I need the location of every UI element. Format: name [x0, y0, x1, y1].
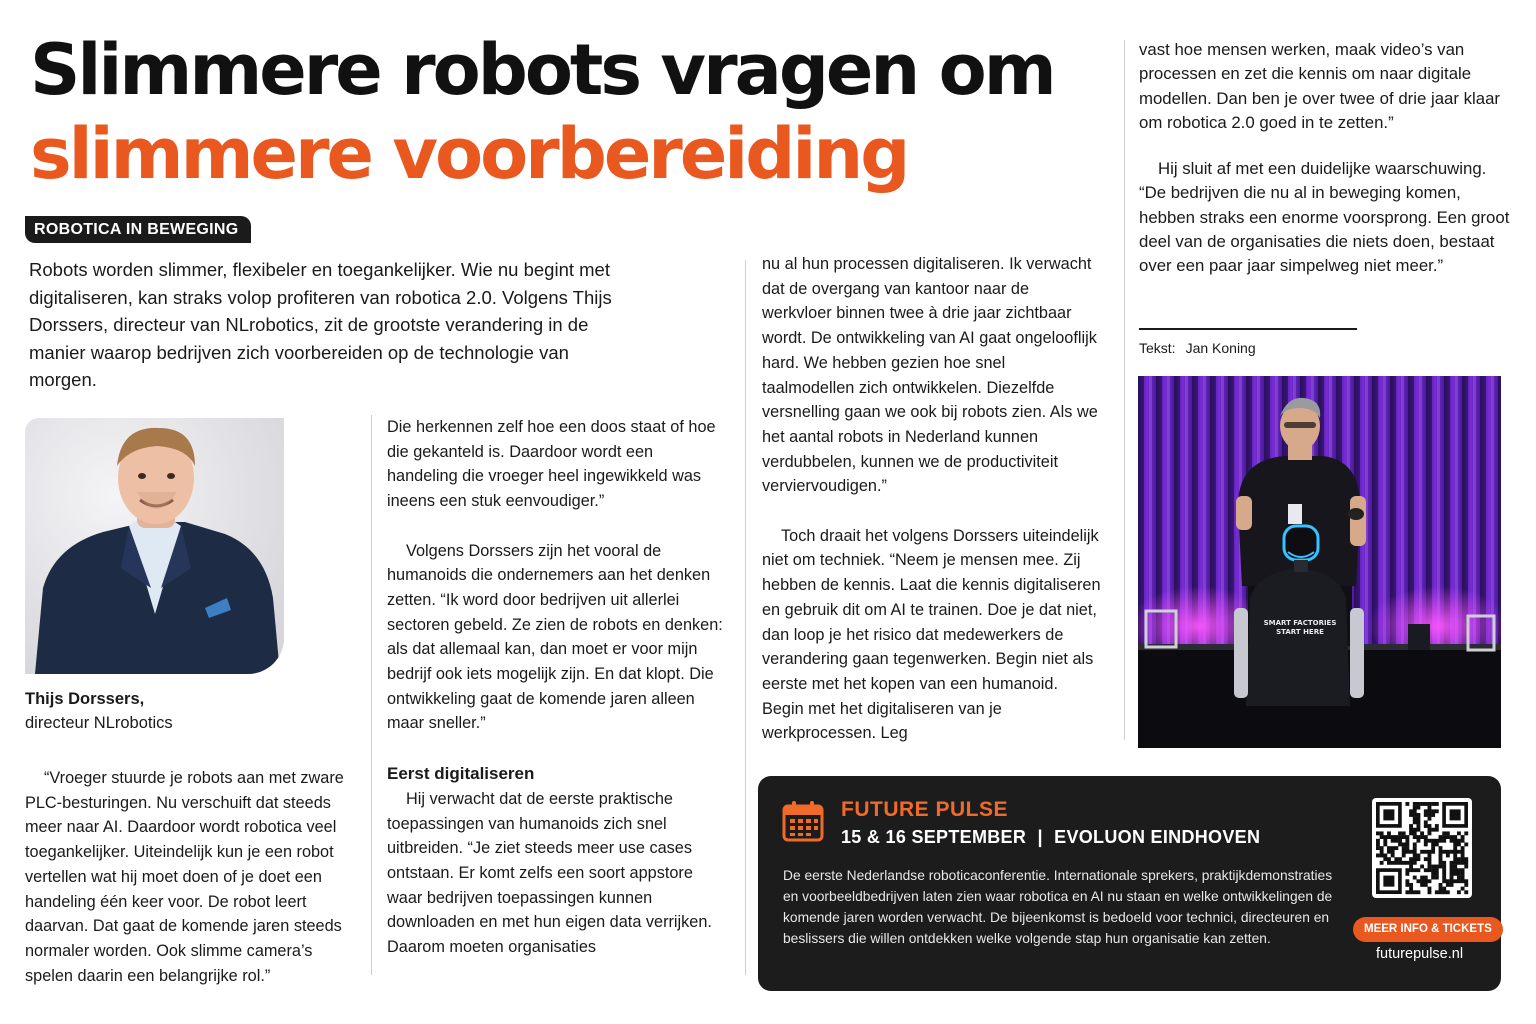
stage-illustration	[1138, 376, 1501, 748]
lead-paragraph: Robots worden slimmer, flexibeler en toegankelijker. Wie nu begint met digitaliseren, kan straks volop profiteren van robotica 2.0. Volgens Thijs Dorssers, directeur van NLrobotics, zit de grootste verandering in de manier waarop bedrijven zich voorbereiden op de technologie van morgen.	[29, 259, 612, 390]
article-paragraph: Volgens Dorssers zijn het vooral de humanoids die ondernemers aan het denken zetten. “Ik word door bedrijven uit allerlei sectoren gebeld. Ze zien de robots en denken: als dat allemaal kan, dan moet er voor mijn bedrijf ook iets mogelijk zijn. En dat klopt. Die ontwikkeling gaat de komende jaren alleen maar sneller.”	[387, 541, 723, 733]
event-box	[758, 776, 1501, 991]
subheading: Eerst digitaliseren	[387, 763, 535, 783]
column-divider	[1124, 40, 1125, 740]
event-date-line	[841, 827, 1260, 848]
article-paragraph: nu al hun processen digitaliseren. Ik verwacht dat de overgang van kantoor naar de werkvloer binnen twee à drie jaar zichtbaar wordt. De ontwikkeling van AI gaat ongelooflijk hard. We hebben gezien hoe snel taalmodellen zich ontwikkelen. Diezelfde versnelling gaan we ook bij robots zien. Als we het aantal robots in Nederland kunnen verdubbelen, kunnen we de productiviteit verviervoudigen.”	[762, 255, 1098, 496]
column-divider	[745, 260, 746, 975]
stage-photo	[1138, 376, 1501, 748]
article-paragraph: Hij verwacht dat de eerste praktische toepassingen van humanoids zich snel uitbreiden. “Je ziet steeds meer use cases ontstaan. Er komt zelfs een soort appstore waar bedrijven toepassingen kunnen downloaden en met hun eigen data verrijken. Daarom moeten organisaties	[387, 789, 712, 957]
qr-code[interactable]	[1372, 798, 1472, 898]
tickets-button[interactable]: MEER INFO & TICKETS	[1353, 917, 1503, 942]
article-column-1	[25, 766, 360, 1013]
author-credit	[1139, 340, 1256, 356]
qr-code-graphic	[1372, 798, 1472, 898]
article-column-2	[387, 415, 727, 984]
article-paragraph: “Vroeger stuurde je robots aan met zware PLC-besturingen. Nu verschuift dat steeds meer naar AI. Daardoor wordt robotica veel toegankelijker. Uiteindelijk kun je een robot vertellen wat hij moet doen of je doet een handeling één keer voor. De robot leert daarvan. Dat gaat de komende jaren steeds normaler worden. Ook slimme camera’s spelen daarin een belangrijke rol.”	[25, 769, 344, 985]
calendar-icon	[782, 800, 824, 842]
event-date: 15 & 16 SEPTEMBER	[841, 827, 1027, 847]
event-description: De eerste Nederlandse roboticaconferentie. Internationale sprekers, praktijkdemonstraties en voorbeeldbedrijven laten zien waar robotica en AI nu staan en welke ontwikkelingen de komende jaren worden verwacht. De bijeenkomst is bedoeld voor technici, directeuren en beslissers die willen ontdekken welke volgende stap hun organisatie kan zetten.	[783, 868, 1333, 946]
headline-line-1: Slimmere robots vragen om	[30, 29, 1054, 111]
author-label: Tekst:	[1139, 340, 1176, 356]
article-column-3	[762, 252, 1102, 771]
article-paragraph: Die herkennen zelf hoe een doos staat of hoe die gekanteld is. Daardoor wordt een handeling die vroeger heel ingewikkeld was ineens een stuk eenvoudiger.”	[387, 418, 716, 511]
portrait-illustration	[25, 418, 284, 674]
column-divider	[371, 415, 372, 975]
article-paragraph: vast hoe mensen werken, maak video’s van processen en zet die kennis om naar digitale modellen. Dan ben je over twee of drie jaar klaar om robotica 2.0 goed in te zetten.”	[1139, 40, 1500, 132]
headline-line-2: slimmere voorbereiding	[30, 113, 908, 195]
shirt-text-line-1: SMART FACTORIES	[1263, 619, 1337, 627]
event-venue: EVOLUON EINDHOVEN	[1054, 827, 1261, 847]
event-title: FUTURE PULSE	[841, 798, 1009, 821]
shirt-text-line-2: START HERE	[1276, 628, 1324, 636]
portrait-caption-role: directeur NLrobotics	[25, 714, 173, 732]
headline	[30, 28, 1120, 196]
author-name: Jan Koning	[1185, 340, 1256, 356]
article-column-4	[1139, 38, 1511, 301]
article-paragraph: Toch draait het volgens Dorssers uiteindelijk niet om techniek. “Neem je mensen mee. Zij hebben de kennis. Laat die kennis digitaliseren en gebruik dit om AI te trainen. Doe je dat niet, dan loop je het risico dat medewerkers de verandering gaan tegenwerken. Begin niet als eerste met het kopen van een humanoid. Begin met het digitaliseren van je werkprocessen. Leg	[762, 526, 1101, 743]
article-paragraph: Hij sluit af met een duidelijke waarschuwing. “De bedrijven die nu al in beweging komen, hebben straks een enorme voorsprong. Een groot deel van de organisaties die niets doen, bestaat over een paar jaar simpelweg niet meer.”	[1139, 159, 1510, 276]
portrait-photo	[25, 418, 284, 674]
event-url-link[interactable]: futurepulse.nl	[1376, 946, 1464, 962]
author-divider	[1139, 328, 1357, 330]
section-tag: ROBOTICA IN BEWEGING	[25, 216, 251, 243]
event-separator: |	[1037, 827, 1043, 847]
portrait-caption-name: Thijs Dorssers,	[25, 690, 145, 708]
